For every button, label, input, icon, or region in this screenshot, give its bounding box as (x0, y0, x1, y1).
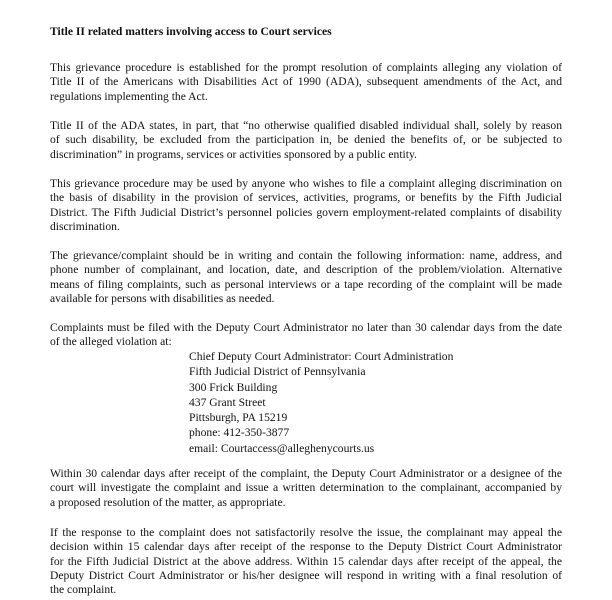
text-line: the complaint. (50, 583, 117, 597)
text-line: for the Fifth Judicial District at the above address. Within 15 calendar days after receipt of the appeal, the (50, 554, 562, 568)
address-line: phone: 412-350-3877 (189, 426, 290, 440)
text-line: discrimination. (50, 219, 120, 233)
address-line: Fifth Judicial District of Pennsylvania (189, 365, 366, 379)
text-line: a proposed resolution of the matter, as appropriate. (50, 495, 286, 509)
text-line: Within 30 calendar days after receipt of the complaint, the Deputy Court Administrator or a designee of the (50, 467, 562, 480)
paragraph-eligibility (50, 177, 562, 234)
address-line: Pittsburgh, PA 15219 (189, 411, 288, 425)
address-email: email: Courtaccess@alleghenycourts.us (189, 441, 375, 455)
text-line: phone number of complainant, and location, date, and description of the problem/violation. Alternative (50, 263, 562, 277)
text-line: decision within 15 calendar days after receipt of the response to the Deputy District Court Administrator (50, 540, 562, 554)
text-line: of such disability, be excluded from the participation in, be denied the benefits of, or be subjected to (50, 133, 562, 147)
text-line: Title II of the ADA states, in part, that “no otherwise qualified disabled individual shall, solely by reason (50, 119, 562, 132)
text-line: of the alleged violation at: (50, 335, 172, 349)
text-line: the basis of disability in the provision of services, activities, programs, or benefits by the Fifth Judicial (50, 191, 562, 205)
address-line: 300 Frick Building (189, 380, 278, 394)
text-line: This grievance procedure is established for the prompt resolution of complaints alleging any violation of (50, 61, 562, 74)
text-line: Deputy District Court Administrator or his/her designee will respond in writing with a final resolution of (50, 568, 562, 582)
text-line: court will investigate the complaint and issue a written determination to the complainant, accompanied by (50, 481, 562, 495)
text-line: means of filing complaints, such as personal interviews or a tape recording of the complaint will be made (50, 277, 562, 291)
paragraph-ada-quote (50, 119, 562, 162)
document-title: Title II related matters involving access to Court services (50, 25, 332, 38)
address-line: 437 Grant Street (189, 395, 266, 409)
mailing-address (189, 350, 453, 457)
paragraph-appeal (50, 526, 562, 597)
text-line: This grievance procedure may be used by anyone who wishes to file a complaint alleging discrimination on (50, 177, 562, 190)
paragraph-investigation (50, 467, 562, 510)
text-line: regulations implementing the Act. (50, 89, 208, 103)
paragraph-purpose (50, 61, 562, 104)
text-line: available for persons with disabilities as needed. (50, 291, 275, 305)
text-line: Title II of the Americans with Disabilities Act of 1990 (ADA), subsequent amendments of the Act, and (50, 75, 562, 89)
address-line: Chief Deputy Court Administrator: Court Administration (189, 350, 454, 363)
text-line: Complaints must be filed with the Deputy Court Administrator no later than 30 calendar days from the date (50, 321, 562, 334)
text-line: discrimination” in programs, services or activities sponsored by a public entity. (50, 147, 417, 161)
paragraph-complaint-content (50, 249, 562, 306)
text-line: If the response to the complaint does not satisfactorily resolve the issue, the complainant may appeal the (50, 526, 562, 539)
paragraph-filing-deadline (50, 321, 562, 350)
text-line: The grievance/complaint should be in writing and contain the following information: name, address, and (50, 249, 562, 262)
text-line: District. The Fifth Judicial District’s personnel policies govern employment-related complaints of disability (50, 205, 562, 219)
